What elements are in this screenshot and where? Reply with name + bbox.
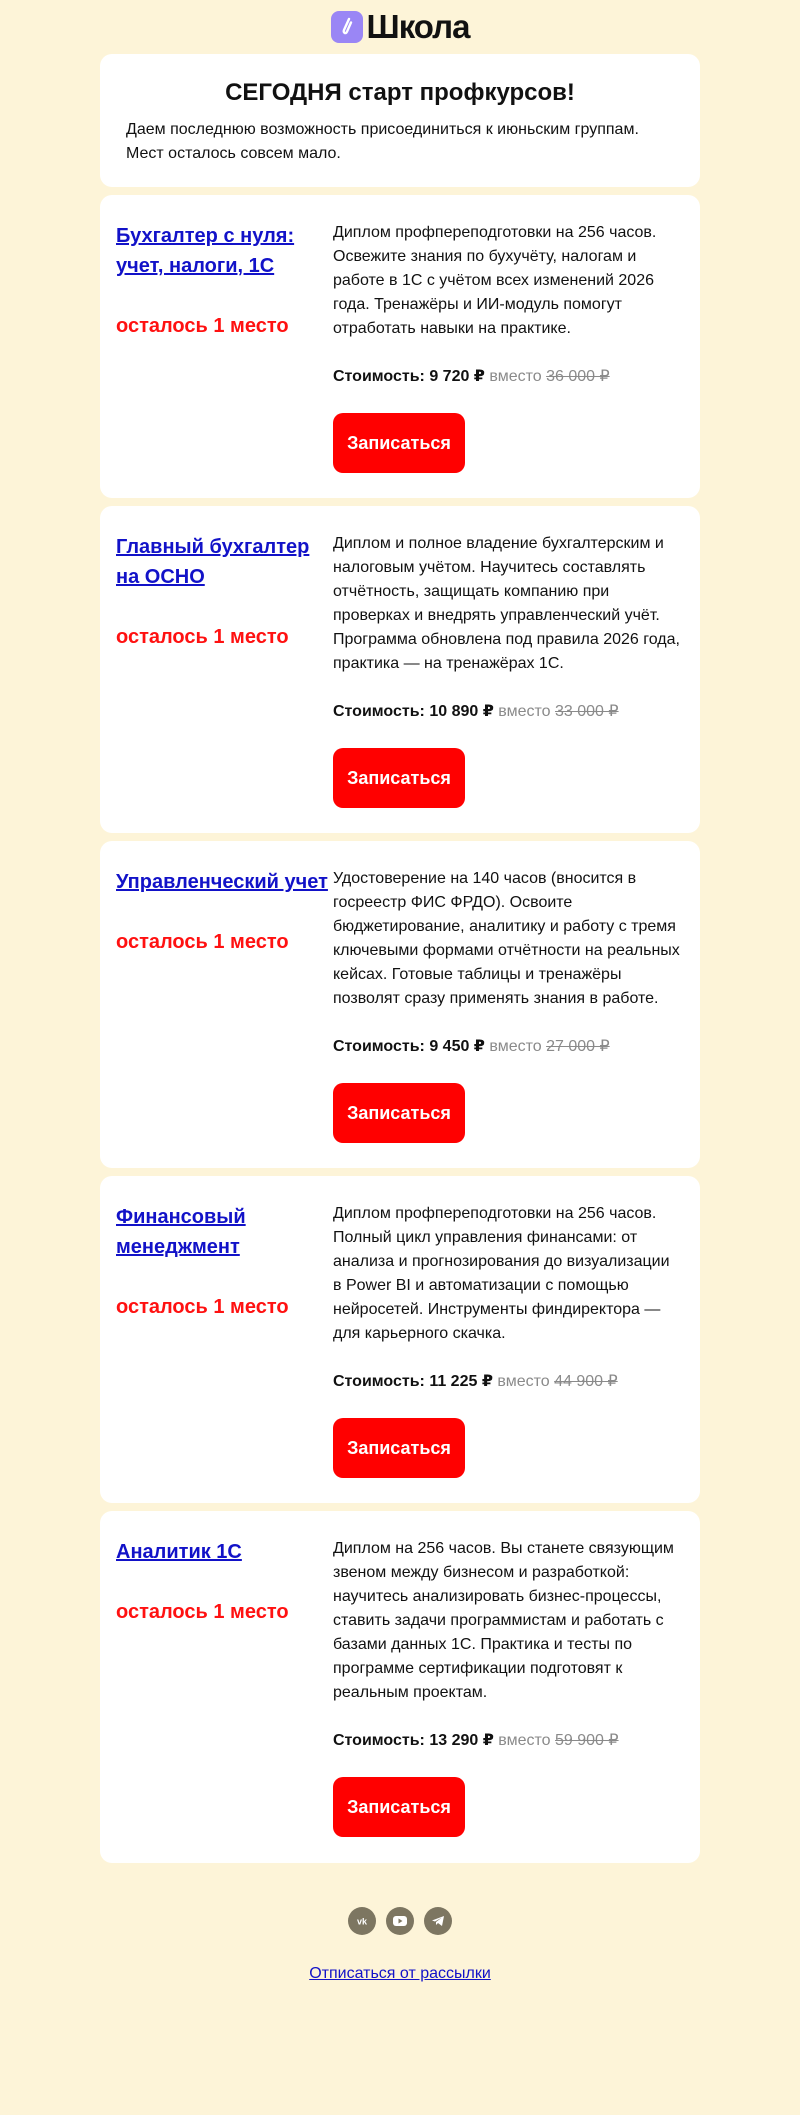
current-price: Стоимость: 9 450 ₽ <box>333 1038 485 1055</box>
course-price <box>333 1370 680 1394</box>
course-title-link[interactable]: Финансовый менеджмент <box>116 1206 246 1258</box>
course-description: Удостоверение на 140 часов (вносится в госреестр ФИС ФРДО). Освоите бюджетирование, аналитику и работу с тремя ключевыми формами отчётности на реальных кейсах. Готовые таблицы и тренажёры позволят сразу применять знания в работе. <box>333 870 680 1007</box>
seats-left: осталось 1 место <box>116 626 289 648</box>
unsubscribe-link[interactable]: Отписаться от рассылки <box>309 1965 491 1982</box>
hero-line-2: Мест осталось совсем мало. <box>126 145 341 162</box>
seats-left: осталось 1 место <box>116 315 289 337</box>
brand-name: Школа <box>366 8 470 45</box>
course-card <box>100 506 700 833</box>
enroll-button[interactable]: Записаться <box>333 1777 465 1837</box>
enroll-button[interactable]: Записаться <box>333 1083 465 1143</box>
course-price <box>333 700 680 724</box>
course-description: Диплом и полное владение бухгалтерским и налоговым учётом. Научитесь составлять отчётность, защищать компанию при проверках и внедрять управленческий учёт. Программа обновлена под правила 2026 года, практика — на тренажёрах 1С. <box>333 535 680 672</box>
course-description: Диплом профпереподготовки на 256 часов. Освежите знания по бухучёту, налогам и работе в 1С с учётом всех изменений 2026 года. Тренажёры и ИИ-модуль помогут отработать навыки на практике. <box>333 224 657 337</box>
youtube-icon[interactable] <box>386 1907 414 1935</box>
enroll-button[interactable]: Записаться <box>333 1418 465 1478</box>
seats-left: осталось 1 место <box>116 931 289 953</box>
instead-label: вместо <box>489 1038 542 1055</box>
course-title-link[interactable]: Аналитик 1С <box>116 1541 242 1563</box>
course-card <box>100 1176 700 1503</box>
old-price: 59 900 ₽ <box>555 1732 619 1749</box>
social-links <box>100 1907 700 1935</box>
course-price <box>333 365 680 389</box>
course-description: Диплом профпереподготовки на 256 часов. Полный цикл управления финансами: от анализа и прогнозирования до визуализации в Power BI и автоматизации с помощью нейросетей. Инструменты финдиректора — для карьерного скачка. <box>333 1205 670 1342</box>
instead-label: вместо <box>497 1373 550 1390</box>
course-card <box>100 195 700 498</box>
course-card <box>100 1511 700 1863</box>
seats-left: осталось 1 место <box>116 1296 289 1318</box>
current-price: Стоимость: 10 890 ₽ <box>333 703 494 720</box>
vk-icon[interactable] <box>348 1907 376 1935</box>
instead-label: вместо <box>489 368 542 385</box>
hero-line-1: Даем последнюю возможность присоединиться к июньским группам. <box>126 121 639 138</box>
old-price: 27 000 ₽ <box>546 1038 610 1055</box>
hero-title: СЕГОДНЯ старт профкурсов! <box>225 79 575 106</box>
course-title-link[interactable]: Управленческий учет <box>116 871 328 893</box>
current-price: Стоимость: 13 290 ₽ <box>333 1732 494 1749</box>
course-card <box>100 841 700 1168</box>
current-price: Стоимость: 9 720 ₽ <box>333 368 485 385</box>
current-price: Стоимость: 11 225 ₽ <box>333 1373 493 1390</box>
hero-card <box>100 54 700 187</box>
course-price <box>333 1035 680 1059</box>
telegram-icon[interactable] <box>424 1907 452 1935</box>
seats-left: осталось 1 место <box>116 1601 289 1623</box>
course-title-link[interactable]: Бухгалтер с нуля: учет, налоги, 1С <box>116 225 295 277</box>
course-description: Диплом на 256 часов. Вы станете связующим звеном между бизнесом и разработкой: научитесь анализировать бизнес-процессы, ставить задачи программистам и работать с базами данных 1С. Практика и тесты по программе сертификации подготовят к реальным проектам. <box>333 1540 674 1701</box>
old-price: 36 000 ₽ <box>546 368 610 385</box>
paperclip-icon <box>331 11 363 43</box>
header <box>100 0 700 54</box>
instead-label: вместо <box>498 703 551 720</box>
brand-logo[interactable] <box>331 8 470 45</box>
enroll-button[interactable]: Записаться <box>333 748 465 808</box>
old-price: 33 000 ₽ <box>555 703 619 720</box>
unsubscribe-row <box>100 1965 700 1983</box>
course-title-link[interactable]: Главный бухгалтер на ОСНО <box>116 536 310 588</box>
course-price <box>333 1729 680 1753</box>
old-price: 44 900 ₽ <box>554 1373 618 1390</box>
email-container <box>100 0 700 1983</box>
svg-text:vk: vk <box>356 1916 368 1926</box>
instead-label: вместо <box>498 1732 551 1749</box>
enroll-button[interactable]: Записаться <box>333 413 465 473</box>
